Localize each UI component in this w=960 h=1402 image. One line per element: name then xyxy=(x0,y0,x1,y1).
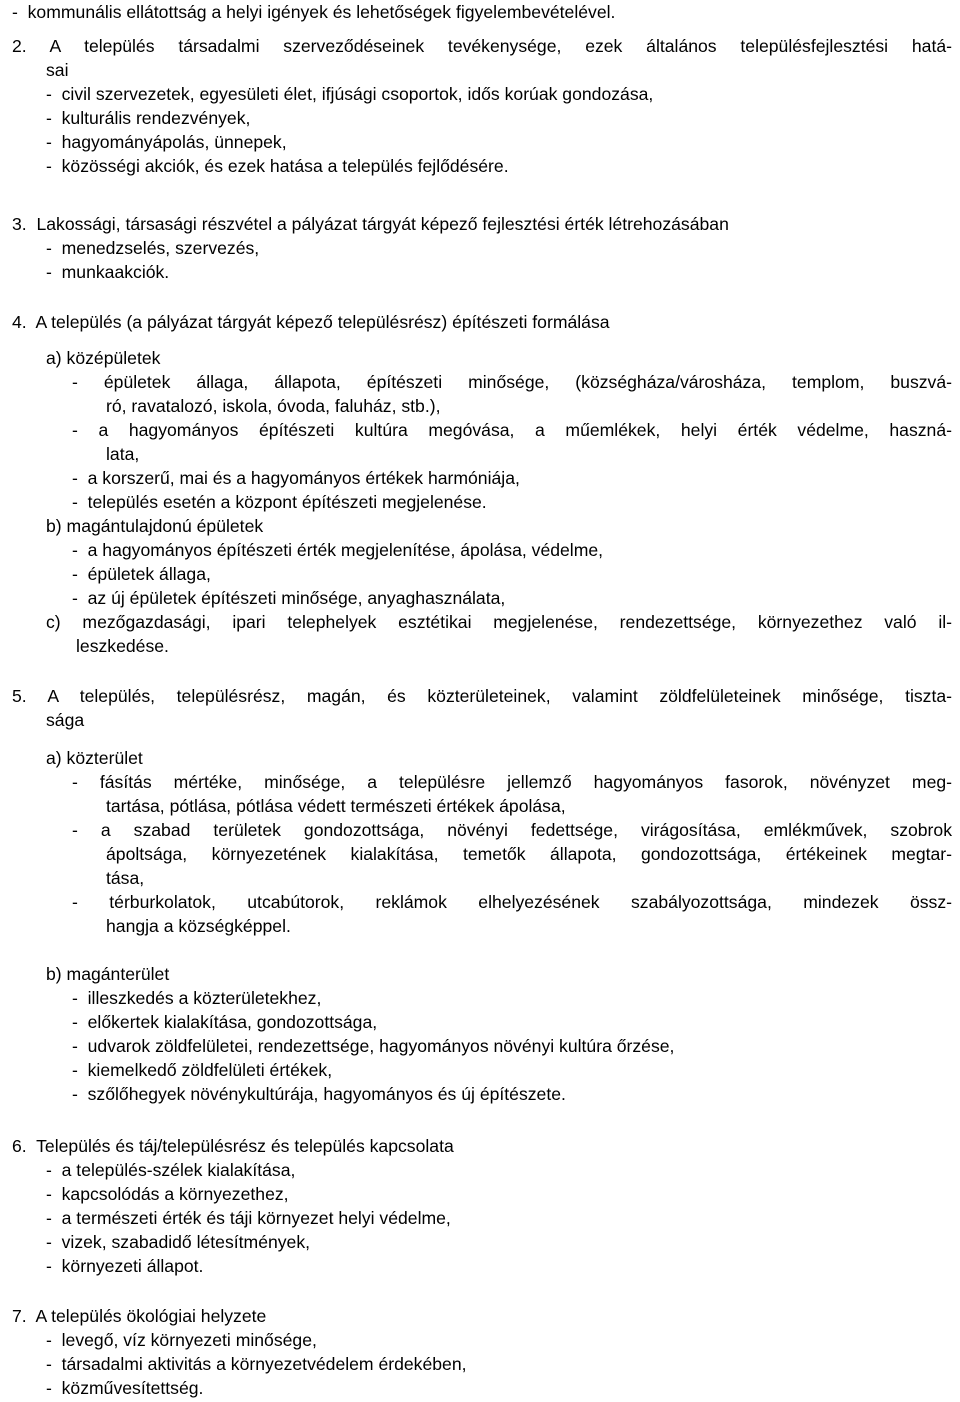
list-item: - kiemelkedő zöldfelületi értékek, xyxy=(72,1060,333,1080)
text-line: tása, xyxy=(106,868,145,888)
subsection-heading: a) középületek xyxy=(46,348,161,368)
text-line: - kommunális ellátottság a helyi igények és lehetőségek figyelembevételével. xyxy=(12,2,616,22)
list-item: - épületek állaga, állapota, építészeti minősége, (községháza/városháza, templom, buszvá- xyxy=(72,372,952,392)
list-item: - kulturális rendezvények, xyxy=(46,108,251,128)
list-item: - épületek állaga, xyxy=(72,564,211,584)
text-line: lata, xyxy=(106,444,140,464)
list-item: - vizek, szabadidő létesítmények, xyxy=(46,1232,311,1252)
text-line: leszkedése. xyxy=(76,636,169,656)
text-line: hangja a községképpel. xyxy=(106,916,291,936)
list-item: - a szabad területek gondozottsága, növényi fedettsége, virágosítása, emlékművek, szobrok xyxy=(72,820,952,840)
section-heading: 4. A település (a pályázat tárgyát képező településrész) építészeti formálása xyxy=(12,312,610,332)
section-heading: 7. A település ökológiai helyzete xyxy=(12,1306,267,1326)
section-heading: 2. A település társadalmi szerveződéseinek tevékenysége, ezek általános településfejlesztési hatá- xyxy=(12,36,952,56)
list-item: - szőlőhegyek növénykultúrája, hagyományos és új építészete. xyxy=(72,1084,566,1104)
section-heading: 3. Lakossági, társasági részvétel a pályázat tárgyát képező fejlesztési érték létrehozásában xyxy=(12,214,729,234)
list-item: - a korszerű, mai és a hagyományos értékek harmóniája, xyxy=(72,468,520,488)
text-line: sága xyxy=(46,710,85,730)
list-item: - kapcsolódás a környezethez, xyxy=(46,1184,289,1204)
subsection-heading: b) magánterület xyxy=(46,964,170,984)
list-item: - a hagyományos építészeti érték megjelenítése, ápolása, védelme, xyxy=(72,540,604,560)
section-heading: 6. Település és táj/településrész és település kapcsolata xyxy=(12,1136,454,1156)
text-line: ápoltsága, környezetének kialakítása, temetők állapota, gondozottsága, értékeinek megtar- xyxy=(106,844,952,864)
list-item: - az új épületek építészeti minősége, anyaghasználata, xyxy=(72,588,506,608)
subsection-heading: b) magántulajdonú épületek xyxy=(46,516,264,536)
subsection-heading: a) közterület xyxy=(46,748,143,768)
list-item: - fásítás mértéke, minősége, a településre jellemző hagyományos fasorok, növényzet meg- xyxy=(72,772,952,792)
list-item: - menedzselés, szervezés, xyxy=(46,238,260,258)
text-line: tartása, pótlása, pótlása védett természeti értékek ápolása, xyxy=(106,796,566,816)
list-item: - társadalmi aktivitás a környezetvédelem érdekében, xyxy=(46,1354,467,1374)
list-item: - hagyományápolás, ünnepek, xyxy=(46,132,287,152)
subsection-heading: c) mezőgazdasági, ipari telephelyek esztétikai megjelenése, rendezettsége, környezethez való il- xyxy=(46,612,952,632)
list-item: - civil szervezetek, egyesületi élet, ifjúsági csoportok, idős korúak gondozása, xyxy=(46,84,654,104)
list-item: - közművesítettség. xyxy=(46,1378,204,1398)
section-heading: 5. A település, településrész, magán, és közterületeinek, valamint zöldfelületeinek minősége, tiszta- xyxy=(12,686,952,706)
list-item: - előkertek kialakítása, gondozottsága, xyxy=(72,1012,378,1032)
list-item: - a hagyományos építészeti kultúra megóvása, a műemlékek, helyi érték védelme, haszná- xyxy=(72,420,952,440)
list-item: - közösségi akciók, és ezek hatása a település fejlődésére. xyxy=(46,156,509,176)
list-item: - a település-szélek kialakítása, xyxy=(46,1160,296,1180)
list-item: - térburkolatok, utcabútorok, reklámok elhelyezésének szabályozottsága, mindezek össz- xyxy=(72,892,952,912)
list-item: - illeszkedés a közterületekhez, xyxy=(72,988,322,1008)
list-item: - munkaakciók. xyxy=(46,262,170,282)
text-line: sai xyxy=(46,60,69,80)
list-item: - környezeti állapot. xyxy=(46,1256,204,1276)
list-item: - levegő, víz környezeti minősége, xyxy=(46,1330,317,1350)
text-line: ró, ravatalozó, iskola, óvoda, faluház, stb.), xyxy=(106,396,441,416)
list-item: - a természeti érték és táji környezet helyi védelme, xyxy=(46,1208,451,1228)
list-item: - udvarok zöldfelületei, rendezettsége, hagyományos növényi kultúra őrzése, xyxy=(72,1036,675,1056)
list-item: - település esetén a központ építészeti megjelenése. xyxy=(72,492,487,512)
